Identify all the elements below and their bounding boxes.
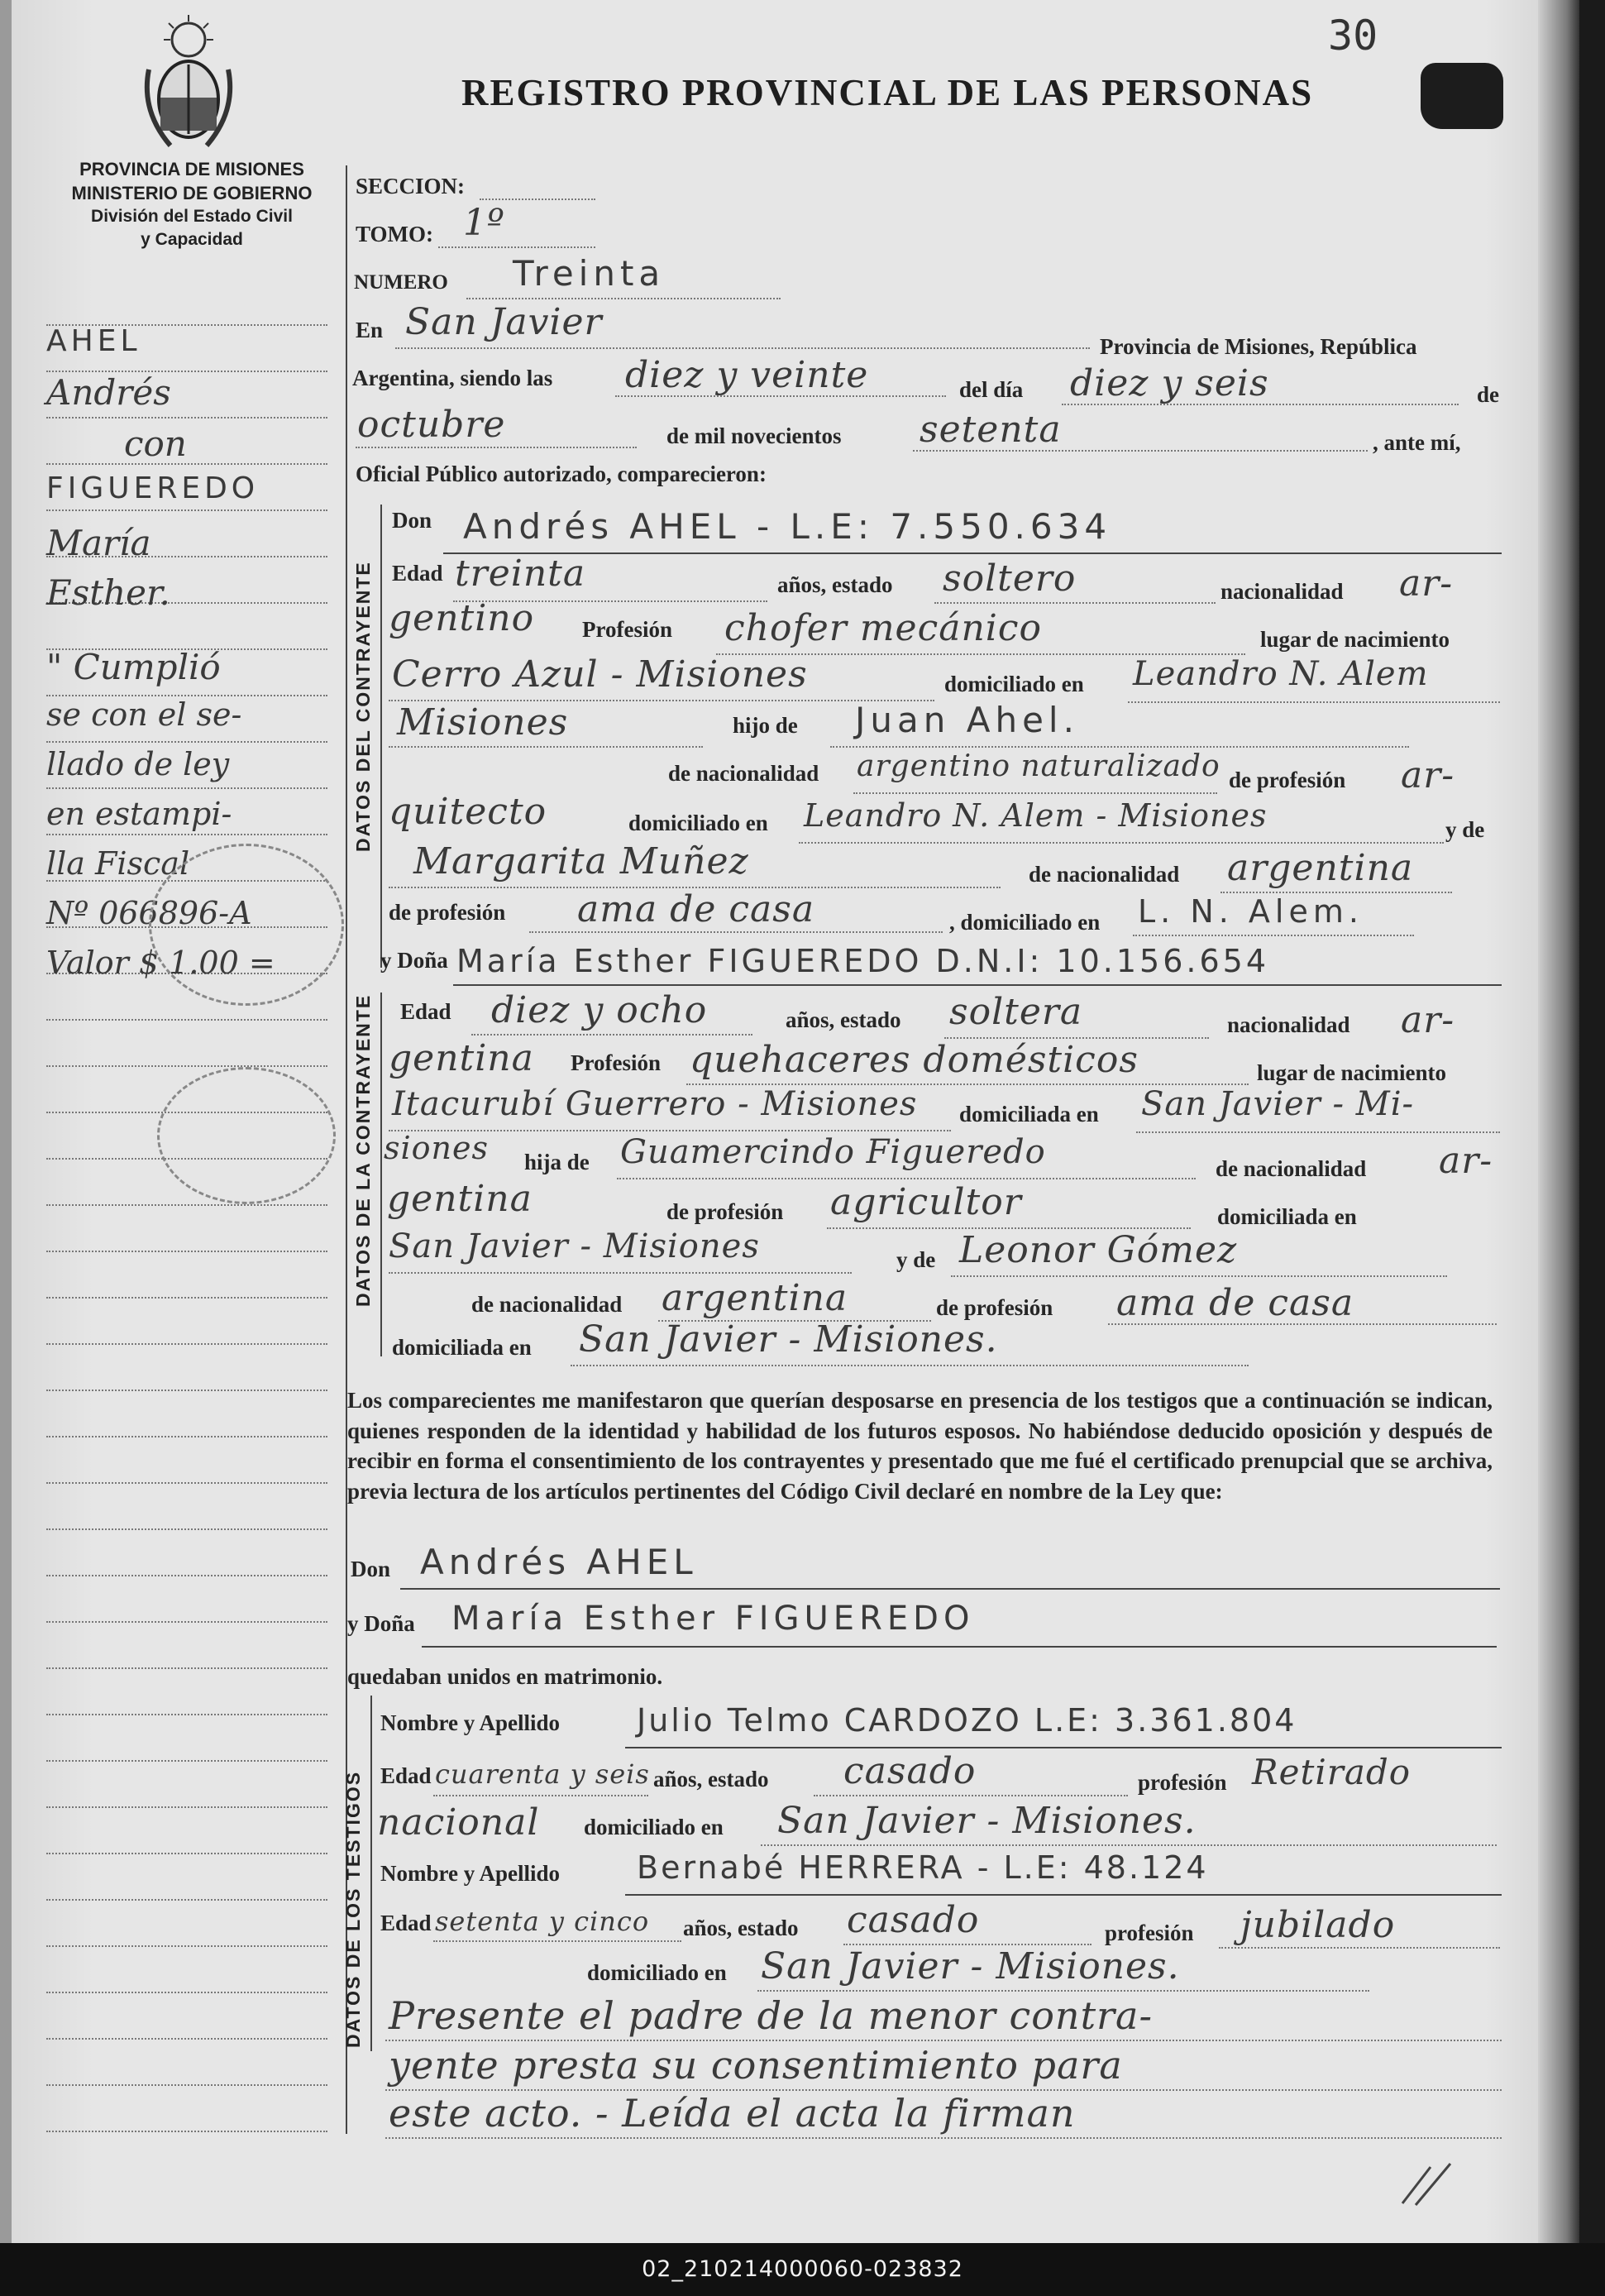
padre-nac-line	[853, 792, 1217, 794]
margin-note-line: llado de ley	[46, 746, 230, 782]
contrayenta-madre-dom: San Javier - Misiones.	[579, 1318, 998, 1361]
margin-ruled-line	[46, 463, 327, 465]
margin-ruled-line	[46, 1899, 327, 1901]
margin-ruled-line	[46, 2131, 327, 2132]
c2-padre-line	[617, 1178, 1196, 1179]
anios-estado-label: años, estado	[777, 572, 893, 597]
contrayenta-nacionalidad-a: ar-	[1401, 999, 1455, 1041]
footer-code: 02_210214000060-023832	[642, 2256, 963, 2282]
contrayenta-madre-nac: argentina	[662, 1277, 848, 1319]
t1-domicilio: San Javier - Misiones.	[777, 1800, 1197, 1842]
t1-anios-estado-label: años, estado	[653, 1767, 769, 1791]
observacion-line-3: este acto. - Leída el acta la firman	[389, 2091, 1076, 2136]
c2-lugar-label: lugar de nacimiento	[1257, 1060, 1446, 1085]
t1-dom-line	[761, 1844, 1497, 1846]
contrayente-profesion: chofer mecánico	[724, 607, 1042, 649]
margin-ruled-line	[46, 1297, 327, 1299]
t2-anios-estado-label: años, estado	[683, 1916, 799, 1940]
margin-note-line: lla Fiscal	[46, 845, 190, 882]
contrayente-nacionalidad-a: ar-	[1399, 562, 1454, 605]
t2-profesion-line	[1219, 1947, 1500, 1949]
profesion-label: Profesión	[582, 617, 672, 642]
page-edge	[1538, 0, 1579, 2243]
page-title: REGISTRO PROVINCIAL DE LAS PERSONAS	[461, 72, 1314, 113]
t1-edad-line	[433, 1795, 648, 1796]
domicilio-line	[1128, 701, 1500, 703]
pen-mark-icon	[1397, 2159, 1464, 2208]
mes-value: octubre	[357, 404, 506, 446]
contrayente-padre-prof-b: quitecto	[389, 791, 547, 833]
madre-prof-label: de profesión	[389, 900, 506, 925]
t1-nombre-label: Nombre y Apellido	[380, 1710, 561, 1735]
c2-edad-label: Edad	[400, 999, 451, 1024]
margin-ruled-line	[46, 2038, 327, 2040]
del-dia-label: del día	[959, 377, 1024, 402]
observacion-line-2: yente presta su consentimiento para	[389, 2043, 1123, 2088]
hijo-label: hijo de	[733, 713, 798, 738]
madre-nac-label: de nacionalidad	[1029, 862, 1180, 887]
margin-ruled-line	[46, 1945, 327, 1947]
margin-ruled-line	[46, 1714, 327, 1715]
c2-madre-prof-label: de profesión	[936, 1295, 1053, 1320]
obs-line-3	[385, 2137, 1502, 2139]
contrayenta-domicilio-a: San Javier - Mi-	[1141, 1085, 1415, 1123]
argentina-text: Argentina, siendo las	[352, 366, 553, 390]
t2-estado: casado	[847, 1899, 980, 1941]
contrayente-madre-prof: ama de casa	[577, 888, 815, 930]
margin-note-line: María	[46, 523, 151, 563]
margin-ruled-line	[46, 1760, 327, 1762]
dona-line	[453, 984, 1502, 986]
c2-nacionalidad-label: nacionalidad	[1227, 1012, 1350, 1037]
de-label: de	[1477, 382, 1499, 407]
margin-ruled-line	[46, 2084, 327, 2086]
t2-nombre-label: Nombre y Apellido	[380, 1861, 561, 1886]
hora-value: diez y veinte	[625, 354, 869, 396]
contrayenta-domicilio-b: siones	[384, 1130, 489, 1166]
contrayenta-madre: Leonor Gómez	[959, 1229, 1238, 1271]
ante-mi-label: , ante mí,	[1373, 430, 1461, 455]
margin-ruled-line	[46, 834, 327, 835]
t1-profesion-label: profesión	[1138, 1770, 1227, 1795]
t1-estado: casado	[843, 1750, 977, 1792]
contrayente-section-label: DATOS DEL CONTRAYENTE	[352, 561, 374, 852]
margin-ruled-line	[46, 1853, 327, 1854]
t2-edad-label: Edad	[380, 1911, 432, 1935]
margin-ruled-line	[46, 1806, 327, 1808]
t2-edad: setenta y cinco	[435, 1906, 650, 1937]
testigos-section-label: DATOS DE LOS TESTIGOS	[342, 1770, 364, 2048]
contrayente-estado: soltero	[943, 557, 1077, 600]
edad-label: Edad	[392, 561, 443, 586]
padre-dom-label: domiciliado en	[628, 811, 768, 835]
t1-profesion-b: nacional	[377, 1801, 540, 1844]
c2-padre-dom-label: domiciliada en	[1217, 1204, 1357, 1229]
c2-madre-nac-label: de nacionalidad	[471, 1292, 623, 1317]
ink-stamp-mark	[1421, 63, 1503, 129]
contrayente-domicilio-b: Misiones	[397, 701, 569, 744]
margin-ruled-line	[46, 509, 327, 511]
padre-line	[830, 746, 1409, 748]
margin-note-line: se con el se-	[46, 696, 242, 733]
c2-domiciliada-label: domiciliada en	[959, 1102, 1099, 1126]
margin-note-line: Valor $ 1.00 =	[46, 945, 275, 981]
t2-dom-line	[757, 1990, 1369, 1992]
contrayente-madre-dom: L. N. Alem.	[1138, 893, 1364, 930]
contrayenta-padre: Guamercindo Figueredo	[620, 1133, 1046, 1171]
contrayente-padre-prof-a: ar-	[1401, 754, 1455, 796]
anio-value: setenta	[920, 409, 1062, 451]
image-footer	[0, 2243, 1605, 2296]
contrayente-nombre: Andrés AHEL - L.E: 7.550.634	[463, 506, 1112, 547]
contrayenta-padre-prof: agricultor	[830, 1181, 1022, 1223]
margin-note-line: Esther.	[46, 572, 170, 613]
t2-domicilio: San Javier - Misiones.	[761, 1945, 1180, 1987]
contrayente-padre-dom: Leandro N. Alem - Misiones	[804, 797, 1268, 834]
margin-note-line: con	[124, 423, 187, 464]
margin-ruled-line	[46, 1251, 327, 1252]
margin-ruled-line	[46, 1390, 327, 1391]
ministry-line-2: MINISTERIO DE GOBIERNO	[71, 183, 313, 204]
margin-ruled-line	[46, 741, 327, 743]
t1-dom-label: domiciliado en	[584, 1815, 724, 1839]
t1-nombre-line	[625, 1747, 1502, 1748]
c2-padre-dom-line	[389, 1272, 852, 1274]
margin-ruled-line	[46, 1019, 327, 1021]
decl-don-value: Andrés AHEL	[420, 1542, 698, 1582]
decl-dona-value: María Esther FIGUEREDO	[451, 1600, 975, 1638]
t2-dom-label: domiciliado en	[587, 1960, 727, 1985]
dia-value: diez y seis	[1070, 362, 1269, 404]
dona-label: y Doña	[380, 948, 448, 973]
tomo-line	[438, 246, 595, 248]
observacion-line-1: Presente el padre de la menor contra-	[389, 1993, 1154, 2038]
madre-prof-line	[529, 931, 943, 933]
margin-note-line: Andrés	[46, 372, 171, 413]
seccion-line	[480, 199, 595, 200]
decl-don-label: Don	[351, 1557, 391, 1581]
t1-estado-line	[814, 1795, 1128, 1796]
decl-dona-label: y Doña	[347, 1611, 415, 1636]
t2-profesion: jubilado	[1240, 1904, 1396, 1946]
decl-dona-line	[422, 1646, 1497, 1648]
c2-y-de-label: y de	[896, 1247, 936, 1272]
t2-nombre-line	[625, 1894, 1502, 1896]
margin-ruled-line	[46, 787, 327, 789]
c2-madre-dom-label: domiciliada en	[392, 1335, 532, 1360]
t1-edad: cuarenta y seis	[435, 1758, 650, 1790]
testigos-bracket	[370, 1696, 372, 2051]
padre-dom-line	[799, 842, 1444, 844]
obs-line-1	[385, 2040, 1502, 2041]
contrayenta-madre-prof: ama de casa	[1116, 1282, 1354, 1324]
declaracion-paragraph: Los comparecientes me manifestaron que querían desposarse en presencia de los testigos que a continuación se indican, quienes responden de la identidad y habilidad de los futuros esposos. No habiéndose deducido oposición y después de recibir en forma el consentimiento de los contrayentes y presentado que me fué el certificado prenupcial que se archiva, previa lectura de los artículos pertinentes del Código Civil declaré en nombre de la Ley que:	[347, 1388, 1493, 1504]
oficial-text: Oficial Público autorizado, comparecieron:	[356, 462, 767, 486]
madre-dom-label: , domiciliado en	[949, 910, 1101, 935]
c2-edad-line	[471, 1034, 752, 1036]
seccion-label: SECCION:	[356, 174, 466, 199]
numero-label: NUMERO	[354, 271, 448, 294]
binding-spine	[0, 0, 12, 2243]
c2-madre-dom-line	[571, 1365, 1249, 1366]
ministry-line-1: PROVINCIA DE MISIONES	[79, 159, 304, 179]
nacionalidad-label: nacionalidad	[1220, 579, 1344, 604]
contrayente-lugar: Cerro Azul - Misiones	[392, 653, 808, 696]
t2-nombre: Bernabé HERRERA - L.E: 48.124	[637, 1849, 1209, 1886]
en-line	[395, 347, 1090, 349]
contrayenta-nombre: María Esther FIGUEREDO D.N.I: 10.156.654	[456, 943, 1269, 979]
c2-de-profesion-label: de profesión	[666, 1199, 784, 1224]
tomo-value: 1º	[463, 202, 505, 244]
lugar-label: lugar de nacimiento	[1260, 627, 1450, 652]
margin-ruled-line	[46, 1528, 327, 1530]
coat-of-arms-icon	[137, 12, 240, 152]
t2-edad-line	[433, 1940, 681, 1942]
contrayente-madre: Margarita Muñez	[413, 840, 749, 883]
y-de-label: y de	[1445, 817, 1485, 842]
contrayenta-bracket	[380, 993, 382, 1356]
margin-ruled-line	[46, 1992, 327, 1993]
unidos-text: quedaban unidos en matrimonio.	[347, 1664, 663, 1689]
contrayente-domicilio-a: Leandro N. Alem	[1133, 655, 1429, 693]
margin-ruled-line	[46, 1621, 327, 1623]
margin-ruled-line	[46, 1482, 327, 1484]
domicilio-b-line	[389, 746, 703, 748]
contrayente-padre-nac: argentino naturalizado	[857, 749, 1220, 783]
tomo-label: TOMO:	[356, 222, 433, 246]
margin-ruled-line	[46, 1343, 327, 1345]
margin-note-line: AHEL	[46, 324, 141, 358]
margin-note-line: " Cumplió	[46, 647, 221, 687]
t2-profesion-label: profesión	[1105, 1921, 1194, 1945]
contrayenta-padre-dom: San Javier - Misiones	[389, 1227, 760, 1265]
don-label: Don	[392, 508, 432, 533]
contrayente-edad: treinta	[455, 552, 586, 595]
t1-nombre: Julio Telmo CARDOZO L.E: 3.361.804	[637, 1702, 1297, 1739]
contrayenta-estado: soltera	[949, 991, 1083, 1033]
margin-ruled-line	[46, 1667, 327, 1669]
margin-ruled-line	[46, 417, 327, 419]
fiscal-stamp-seal-2	[157, 1067, 336, 1204]
contrayenta-edad: diez y ocho	[491, 989, 708, 1031]
mes-line	[356, 447, 637, 448]
t1-profesion-a: Retirado	[1252, 1752, 1412, 1792]
c2-domicilio-line	[1136, 1131, 1500, 1133]
margin-note-line: en estampi-	[46, 796, 232, 832]
c2-profesion-label: Profesión	[571, 1050, 661, 1075]
contrayenta-section-label: DATOS DE LA CONTRAYENTE	[352, 993, 374, 1307]
domiciliado-label: domiciliado en	[944, 672, 1084, 696]
hija-label: hija de	[524, 1150, 590, 1174]
estado-line	[934, 602, 1216, 604]
contrayenta-padre-nac-a: ar-	[1439, 1140, 1493, 1182]
margin-ruled-line	[46, 1575, 327, 1576]
page-number: 30	[1328, 12, 1378, 60]
en-label: En	[356, 318, 384, 342]
de-nac-label: de nacionalidad	[668, 761, 819, 786]
madre-dom-line	[1133, 935, 1414, 936]
decl-don-line	[400, 1588, 1500, 1590]
contrayenta-padre-nac-b: gentina	[387, 1178, 533, 1220]
en-value: San Javier	[405, 301, 603, 343]
contrayente-bracket	[380, 505, 382, 968]
contrayenta-nacionalidad-b: gentina	[389, 1037, 534, 1079]
de-profesion-label: de profesión	[1229, 768, 1346, 792]
contrayente-padre: Juan Ahel.	[855, 700, 1079, 740]
contrayenta-profesion: quehaceres domésticos	[690, 1039, 1139, 1081]
ministry-block	[51, 157, 332, 251]
ministry-line-3: División del Estado Civil	[91, 207, 293, 227]
provincia-text: Provincia de Misiones, República	[1100, 334, 1417, 359]
contrayenta-lugar: Itacurubí Guerrero - Misiones	[392, 1085, 918, 1123]
t1-edad-label: Edad	[380, 1763, 432, 1788]
margin-note-line: Nº 066896-A	[46, 895, 252, 931]
margin-note-line: FIGUEREDO	[46, 471, 260, 505]
fiscal-stamp-seal	[149, 844, 344, 1006]
c2-madre-line	[951, 1275, 1447, 1277]
numero-value: Treinta	[513, 253, 666, 294]
de-mil-label: de mil novecientos	[666, 423, 842, 448]
margin-ruled-line	[46, 1065, 327, 1067]
contrayente-nacionalidad-b: gentino	[389, 597, 535, 639]
c2-anios-estado-label: años, estado	[786, 1007, 901, 1032]
ministry-line-4: y Capacidad	[141, 229, 243, 249]
numero-line	[466, 298, 781, 299]
c2-de-nac-label: de nacionalidad	[1216, 1156, 1367, 1181]
margin-ruled-line	[46, 1436, 327, 1437]
contrayente-madre-nac: argentina	[1227, 847, 1414, 889]
margin-ruled-line	[46, 1204, 327, 1206]
don-line	[443, 552, 1502, 554]
